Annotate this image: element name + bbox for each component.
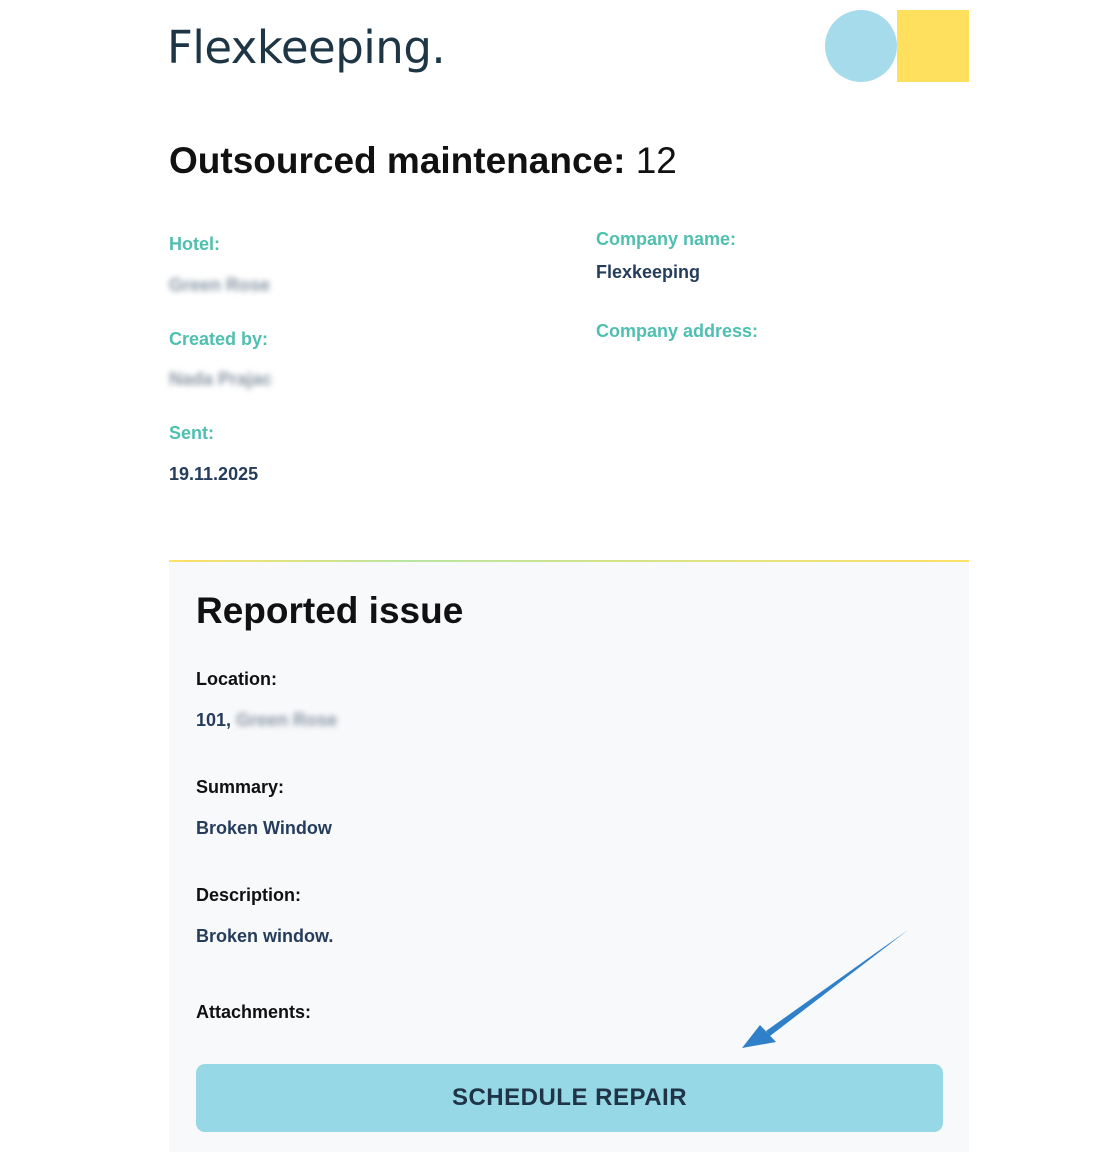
maintenance-number: 12 [635, 140, 677, 181]
company-name-value: Flexkeeping [596, 262, 701, 282]
page-title-label: Outsourced maintenance: [169, 140, 626, 181]
schedule-repair-button[interactable]: SCHEDULE REPAIR [196, 1064, 943, 1132]
location-hotel: Green Rose [236, 710, 338, 730]
location-room: 101, [196, 710, 232, 730]
page-title [169, 136, 677, 186]
description-label: Description: [196, 885, 302, 905]
company-address-label: Company address: [596, 321, 759, 341]
created-by-label: Created by: [169, 329, 269, 349]
hotel-label: Hotel: [169, 234, 220, 254]
arrow-shaft [766, 930, 908, 1036]
summary-label: Summary: [196, 777, 285, 797]
description-value: Broken window. [196, 926, 334, 946]
location-label: Location: [196, 669, 277, 689]
annotation-arrow-icon [730, 925, 915, 1055]
hotel-value: Green Rose [169, 275, 271, 295]
flexkeeping-logo: Flexkeeping. [167, 21, 446, 74]
reported-issue-heading: Reported issue [196, 590, 464, 631]
sent-label: Sent: [169, 423, 214, 443]
sent-date-value: 19.11.2025 [169, 464, 259, 484]
summary-value: Broken Window [196, 818, 332, 838]
company-name-label: Company name: [596, 229, 737, 249]
attachments-label: Attachments: [196, 1002, 312, 1022]
decorative-circle-shape [825, 10, 897, 82]
decorative-square-shape [897, 10, 969, 82]
location-value [196, 708, 337, 732]
created-by-value: Nada Prajac [169, 369, 273, 389]
